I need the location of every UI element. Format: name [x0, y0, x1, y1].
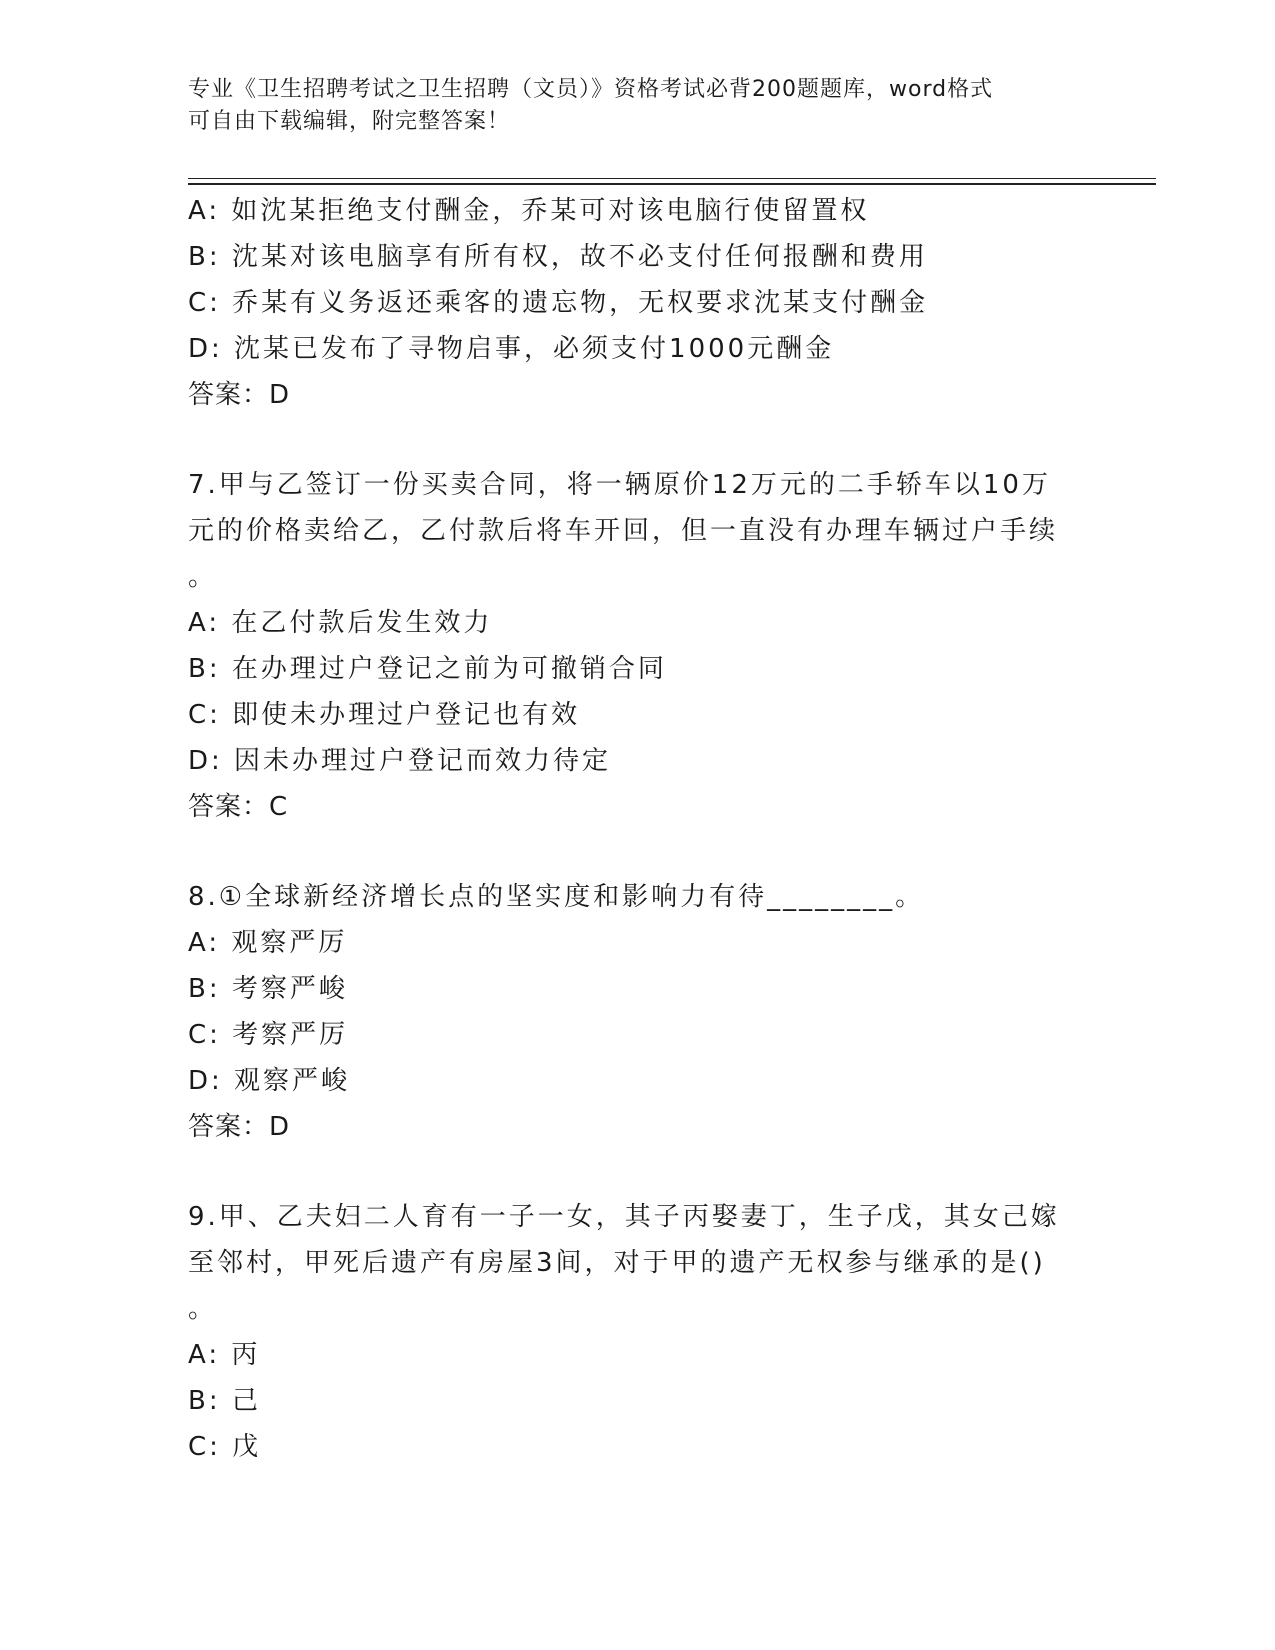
question-stem-line: 9.甲、乙夫妇二人育有一子一女，其子丙娶妻丁，生子戊，其女己嫁: [188, 1202, 1060, 1232]
question-stem-line: 7.甲与乙签订一份买卖合同，将一辆原价12万元的二手轿车以10万: [188, 470, 1051, 500]
question-stem-line: 至邻村，甲死后遗产有房屋3间，对于甲的遗产无权参与继承的是(): [188, 1248, 1046, 1278]
question-list: [188, 188, 1088, 1470]
question-8: [188, 874, 1088, 1150]
option-d: D: 沈某已发布了寻物启事，必须支付1000元酬金: [188, 334, 835, 364]
header-line-1: 专业《卫生招聘考试之卫生招聘（文员）》资格考试必背200题题库，word格式: [188, 77, 994, 102]
question-stem-line: 8.①全球新经济增长点的坚实度和影响力有待________。: [188, 882, 925, 912]
option-a: A: 丙: [188, 1340, 261, 1370]
question-stem-line: 。: [188, 562, 218, 592]
option-c: C: 即使未办理过户登记也有效: [188, 700, 581, 730]
option-d: D: 观察严峻: [188, 1066, 351, 1096]
option-a: A: 在乙付款后发生效力: [188, 608, 493, 638]
header-line-2: 可自由下载编辑，附完整答案！: [188, 109, 511, 134]
answer-line: 答案：C: [188, 792, 289, 822]
option-b: B: 己: [188, 1386, 261, 1416]
option-b: B: 考察严峻: [188, 974, 348, 1004]
option-c: C: 考察严厉: [188, 1020, 349, 1050]
option-c: C: 戊: [188, 1432, 262, 1462]
question-stem-line: 。: [188, 1294, 218, 1324]
option-b: B: 沈某对该电脑享有所有权，故不必支付任何报酬和费用: [188, 242, 928, 272]
answer-line: 答案：D: [188, 380, 291, 410]
answer-line: 答案：D: [188, 1112, 291, 1142]
question-6: [188, 188, 1088, 418]
option-a: A: 如沈某拒绝支付酬金，乔某可对该电脑行使留置权: [188, 196, 870, 226]
document-header: [188, 74, 1088, 138]
option-a: A: 观察严厉: [188, 928, 348, 958]
question-9: [188, 1194, 1088, 1470]
question-7: [188, 462, 1088, 830]
header-divider-thick: [188, 183, 1156, 185]
option-d: D: 因未办理过户登记而效力待定: [188, 746, 612, 776]
header-divider-thin: [188, 178, 1156, 179]
option-c: C: 乔某有义务返还乘客的遗忘物，无权要求沈某支付酬金: [188, 288, 929, 318]
question-stem-line: 元的价格卖给乙，乙付款后将车开回，但一直没有办理车辆过户手续: [188, 516, 1059, 546]
option-b: B: 在办理过户登记之前为可撤销合同: [188, 654, 667, 684]
